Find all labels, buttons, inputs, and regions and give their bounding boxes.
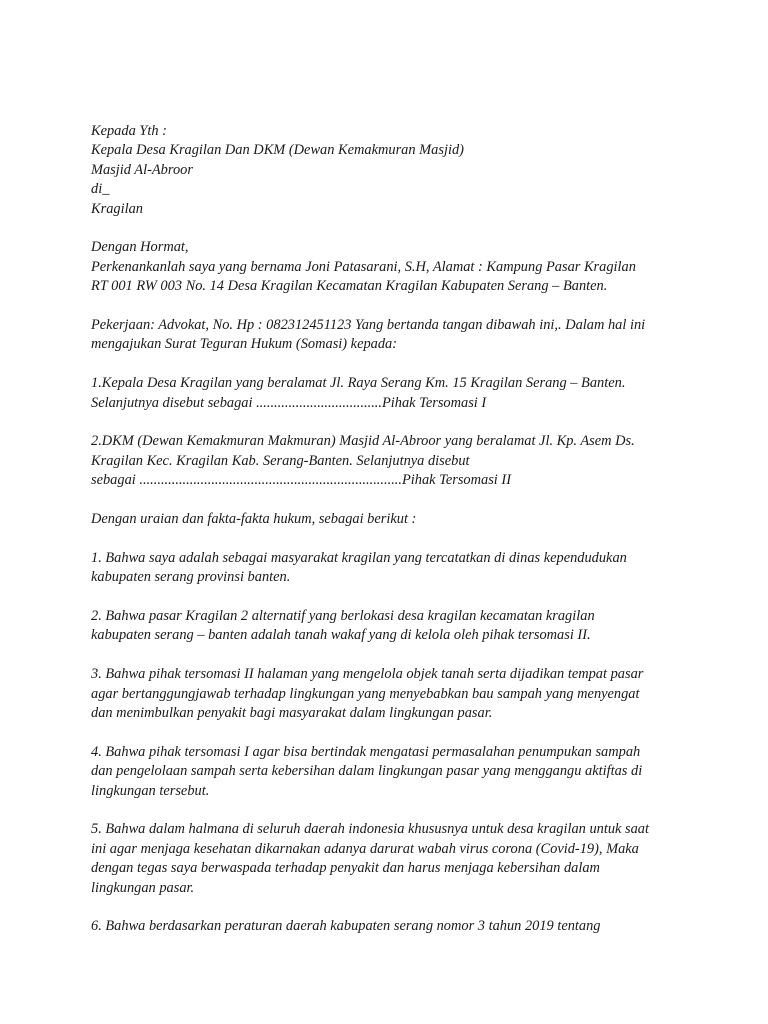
- paragraph-line: lingkungan pasar.: [91, 879, 195, 896]
- paragraph-line: Dengan Hormat,: [91, 239, 189, 256]
- facts-intro-paragraph: [91, 510, 691, 529]
- fact-4-paragraph: [91, 743, 691, 801]
- address-line: Kepala Desa Kragilan Dan DKM (Dewan Kemakmuran Masjid): [91, 142, 464, 159]
- paragraph-line: lingkungan tersebut.: [91, 782, 210, 799]
- address-block: [91, 122, 691, 219]
- address-line: Kepada Yth :: [91, 123, 167, 139]
- fact-6-paragraph: [91, 917, 691, 936]
- paragraph-line: ini agar menjaga kesehatan dikarnakan adanya darurat wabah virus corona (Covid-19), Maka: [91, 840, 639, 857]
- address-line: di_: [91, 181, 110, 198]
- paragraph-line: sebagai .........................................................................Pihak Tersomasi II: [91, 472, 511, 489]
- fact-2-paragraph: [91, 607, 691, 646]
- paragraph-line: 2.DKM (Dewan Kemakmuran Makmuran) Masjid Al-Abroor yang beralamat Jl. Kp. Asem Ds.: [91, 433, 635, 450]
- paragraph-line: 1.Kepala Desa Kragilan yang beralamat Jl. Raya Serang Km. 15 Kragilan Serang – Banten.: [91, 375, 626, 392]
- address-line: Kragilan: [91, 200, 143, 217]
- paragraph-line: 6. Bahwa berdasarkan peraturan daerah kabupaten serang nomor 3 tahun 2019 tentang: [91, 918, 601, 935]
- paragraph-line: mengajukan Surat Teguran Hukum (Somasi) kepada:: [91, 336, 398, 353]
- party-two-paragraph: [91, 432, 691, 490]
- paragraph-line: Dengan uraian dan fakta-fakta hukum, sebagai berikut :: [91, 511, 417, 528]
- greeting-paragraph: [91, 238, 691, 296]
- fact-3-paragraph: [91, 665, 691, 723]
- paragraph-line: agar bertanggungjawab terhadap lingkungan yang menyebabkan bau sampah yang menyengat: [91, 685, 640, 702]
- paragraph-line: dan pengelolaan sampah serta kebersihan dalam lingkungan pasar yang menggangu aktiftas di: [91, 763, 643, 780]
- paragraph-line: kabupaten serang provinsi banten.: [91, 569, 291, 586]
- party-one-paragraph: [91, 374, 691, 413]
- paragraph-line: 1. Bahwa saya adalah sebagai masyarakat kragilan yang tercatatkan di dinas kependudukan: [91, 549, 627, 566]
- fact-1-paragraph: [91, 549, 691, 588]
- address-line: Masjid Al-Abroor: [91, 161, 193, 178]
- paragraph-line: kabupaten serang – banten adalah tanah wakaf yang di kelola oleh pihak tersomasi II.: [91, 627, 591, 644]
- occupation-paragraph: [91, 316, 691, 355]
- paragraph-line: 4. Bahwa pihak tersomasi I agar bisa bertindak mengatasi permasalahan penumpukan sampah: [91, 743, 641, 760]
- paragraph-line: RT 001 RW 003 No. 14 Desa Kragilan Kecamatan Kragilan Kabupaten Serang – Banten.: [91, 278, 608, 295]
- paragraph-line: Selanjutnya disebut sebagai ...................................Pihak Tersomasi I: [91, 394, 487, 411]
- paragraph-line: dan menimbulkan penyakit bagi masyarakat dalam lingkungan pasar.: [91, 705, 493, 722]
- paragraph-line: dengan tegas saya berwaspada terhadap penyakit dan harus menjaga kebersihan dalam: [91, 860, 600, 877]
- paragraph-line: Perkenankanlah saya yang bernama Joni Patasarani, S.H, Alamat : Kampung Pasar Kragilan: [91, 258, 636, 275]
- fact-5-paragraph: [91, 820, 691, 898]
- paragraph-line: 5. Bahwa dalam halmana di seluruh daerah indonesia khususnya untuk desa kragilan untuk saat: [91, 821, 650, 838]
- paragraph-line: Pekerjaan: Advokat, No. Hp : 082312451123 Yang bertanda tangan dibawah ini,. Dalam hal ini: [91, 317, 646, 334]
- letter-body: [91, 122, 691, 956]
- paragraph-line: 3. Bahwa pihak tersomasi II halaman yang mengelola objek tanah serta dijadikan tempat pasar: [91, 666, 644, 683]
- paragraph-line: 2. Bahwa pasar Kragilan 2 alternatif yang berlokasi desa kragilan kecamatan kragilan: [91, 608, 595, 625]
- paragraph-line: Kragilan Kec. Kragilan Kab. Serang-Banten. Selanjutnya disebut: [91, 452, 470, 469]
